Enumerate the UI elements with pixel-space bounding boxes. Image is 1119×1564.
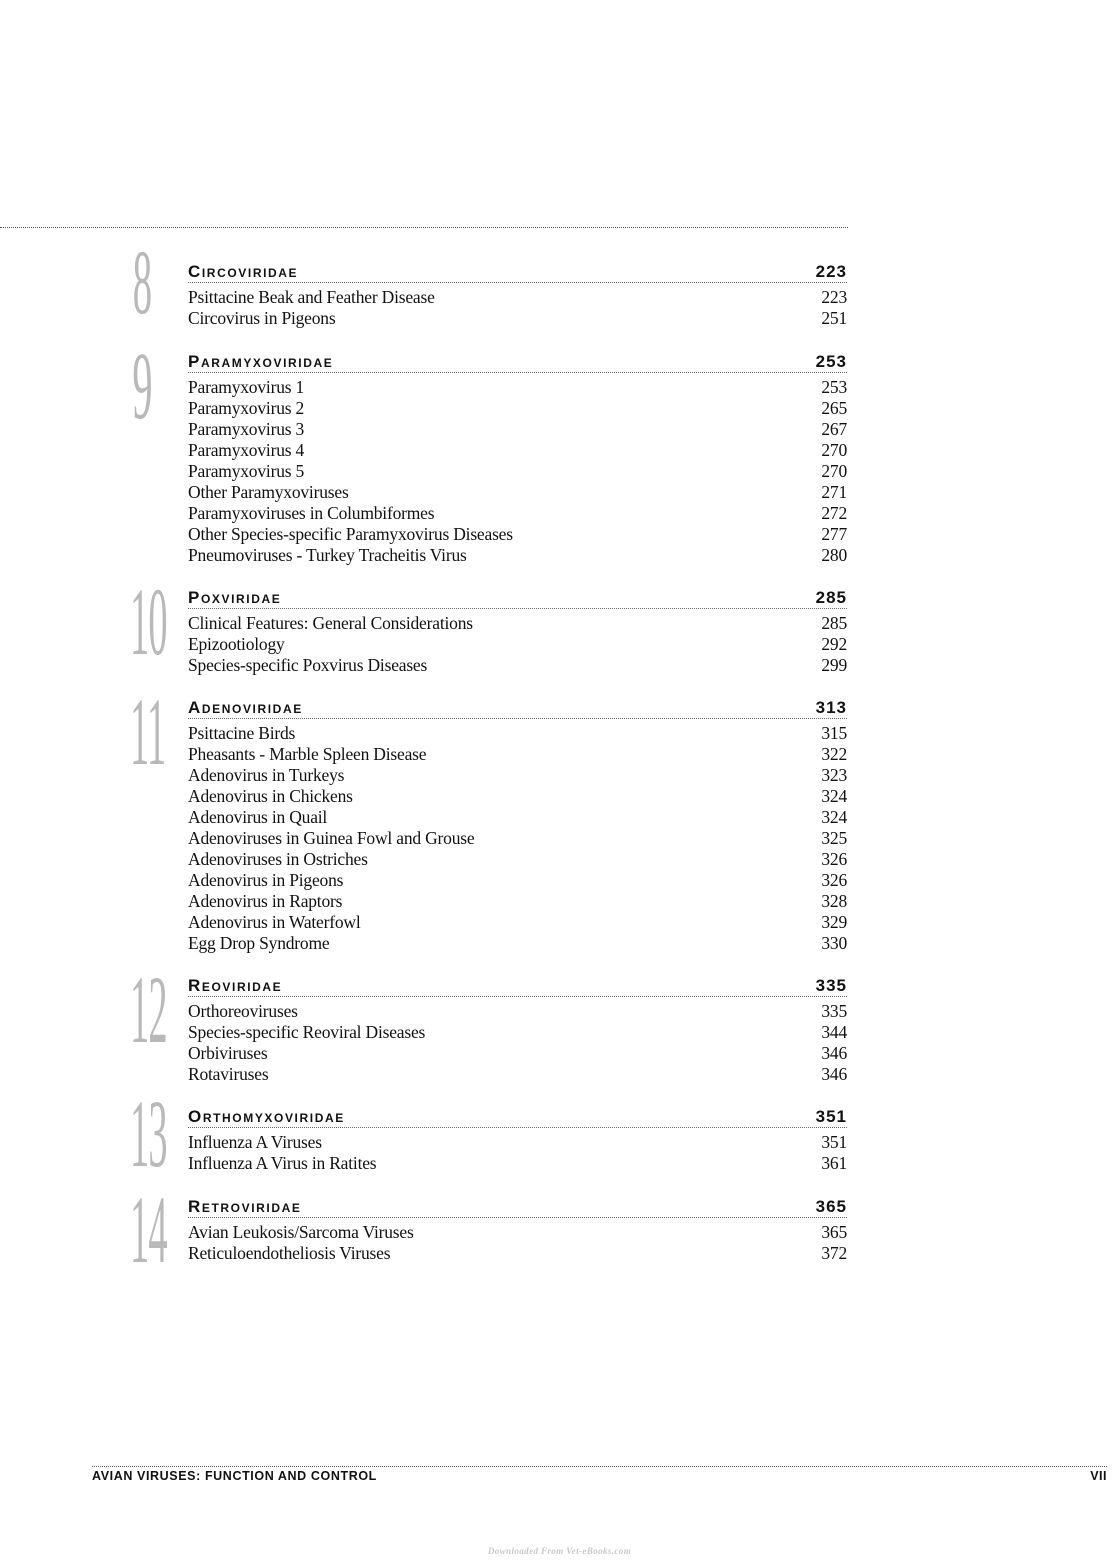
- toc-entry[interactable]: [188, 482, 847, 503]
- entry-page-number: 315: [821, 723, 847, 743]
- toc-entry[interactable]: [188, 308, 847, 329]
- toc-entry[interactable]: [188, 419, 847, 440]
- entry-page-number: 270: [821, 440, 847, 460]
- entry-page-number: 292: [821, 634, 847, 654]
- toc-entry[interactable]: [188, 828, 847, 849]
- chapter-page-number: 313: [815, 698, 847, 717]
- entry-title: Adenoviruses in Guinea Fowl and Grouse: [188, 828, 475, 848]
- entry-title: Clinical Features: General Considerations: [188, 613, 473, 633]
- entry-title: Paramyxovirus 5: [188, 461, 305, 481]
- entry-page-number: 253: [821, 377, 847, 397]
- toc-entry[interactable]: [188, 1132, 847, 1153]
- chapter-entries: [188, 377, 847, 566]
- chapter-title: Adenoviridae: [188, 698, 303, 717]
- chapter-heading[interactable]: [188, 1107, 847, 1128]
- entry-page-number: 326: [821, 870, 847, 890]
- entry-page-number: 270: [821, 461, 847, 481]
- entry-page-number: 325: [821, 828, 847, 848]
- toc-entry[interactable]: [188, 849, 847, 870]
- entry-title: Other Species-specific Paramyxovirus Diseases: [188, 524, 513, 544]
- toc-entry[interactable]: [188, 807, 847, 828]
- toc-entry[interactable]: [188, 613, 847, 634]
- chapter-entries: [188, 613, 847, 676]
- chapter-page-number: 285: [815, 588, 847, 607]
- toc-entry[interactable]: [188, 1001, 847, 1022]
- toc-entry[interactable]: [188, 1043, 847, 1064]
- chapter-heading[interactable]: [188, 1197, 847, 1218]
- chapter-entries: [188, 1222, 847, 1264]
- toc-entry[interactable]: [188, 912, 847, 933]
- toc-entry[interactable]: [188, 786, 847, 807]
- entry-title: Paramyxoviruses in Columbiformes: [188, 503, 435, 523]
- chapter-number: 9: [132, 332, 152, 439]
- entry-title: Adenovirus in Waterfowl: [188, 912, 361, 932]
- entry-page-number: 277: [821, 524, 847, 544]
- entry-page-number: 285: [821, 613, 847, 633]
- entry-page-number: 324: [821, 807, 847, 827]
- toc-entry[interactable]: [188, 503, 847, 524]
- entry-page-number: 346: [821, 1043, 847, 1063]
- entry-page-number: 265: [821, 398, 847, 418]
- toc-entry[interactable]: [188, 461, 847, 482]
- entry-page-number: 322: [821, 744, 847, 764]
- toc-entry[interactable]: [188, 634, 847, 655]
- entry-title: Adenovirus in Turkeys: [188, 765, 345, 785]
- entry-title: Adenovirus in Quail: [188, 807, 328, 827]
- chapter-title: Circoviridae: [188, 262, 299, 281]
- entry-page-number: 323: [821, 765, 847, 785]
- chapter-heading[interactable]: [188, 698, 847, 719]
- chapter-number: 13: [130, 1080, 167, 1187]
- entry-title: Paramyxovirus 2: [188, 398, 305, 418]
- entry-page-number: 346: [821, 1064, 847, 1084]
- toc-entry[interactable]: [188, 723, 847, 744]
- chapter-page-number: 351: [815, 1107, 847, 1126]
- chapter-page-number: 335: [815, 976, 847, 995]
- entry-page-number: 326: [821, 849, 847, 869]
- entry-page-number: 251: [821, 308, 847, 328]
- entry-title: Paramyxovirus 4: [188, 440, 305, 460]
- chapter-number: 12: [130, 956, 167, 1063]
- toc-entry[interactable]: [188, 377, 847, 398]
- toc-entry[interactable]: [188, 765, 847, 786]
- entry-page-number: 372: [821, 1243, 847, 1263]
- chapter-page-number: 253: [815, 352, 847, 371]
- chapter-title: Paramyxoviridae: [188, 352, 334, 371]
- entry-page-number: 299: [821, 655, 847, 675]
- entry-page-number: 328: [821, 891, 847, 911]
- chapter-title: Retroviridae: [188, 1197, 302, 1216]
- chapter-heading[interactable]: [188, 352, 847, 373]
- entry-title: Influenza A Viruses: [188, 1132, 322, 1152]
- entry-title: Adenovirus in Chickens: [188, 786, 353, 806]
- toc-entry[interactable]: [188, 1022, 847, 1043]
- entry-page-number: 330: [821, 933, 847, 953]
- chapter-page-number: 365: [815, 1197, 847, 1216]
- entry-title: Orbiviruses: [188, 1043, 268, 1063]
- entry-title: Pheasants - Marble Spleen Disease: [188, 744, 427, 764]
- toc-entry[interactable]: [188, 287, 847, 308]
- chapter-entries: [188, 1132, 847, 1174]
- chapter-number: 10: [130, 568, 167, 675]
- chapter-number: 14: [130, 1176, 167, 1283]
- entry-page-number: 280: [821, 545, 847, 565]
- entry-title: Epizootiology: [188, 634, 285, 654]
- toc-entry[interactable]: [188, 1153, 847, 1174]
- toc-entry[interactable]: [188, 655, 847, 676]
- watermark: Downloaded From Vet-eBooks.com: [487, 1546, 632, 1556]
- entry-title: Rotaviruses: [188, 1064, 269, 1084]
- chapter-number: 11: [130, 678, 166, 785]
- chapter-entries: [188, 287, 847, 329]
- footer-divider: [92, 1466, 1107, 1467]
- chapter-number: 8: [132, 231, 152, 333]
- toc-entry[interactable]: [188, 1064, 847, 1085]
- entry-title: Adenovirus in Raptors: [188, 891, 343, 911]
- chapter-heading[interactable]: [188, 262, 847, 283]
- toc-entry[interactable]: [188, 933, 847, 954]
- entry-page-number: 335: [821, 1001, 847, 1021]
- toc-entry[interactable]: [188, 1243, 847, 1264]
- entry-title: Psittacine Beak and Feather Disease: [188, 287, 435, 307]
- entry-page-number: 361: [821, 1153, 847, 1173]
- entry-title: Circovirus in Pigeons: [188, 308, 336, 328]
- entry-title: Avian Leukosis/Sarcoma Viruses: [188, 1222, 414, 1242]
- entry-page-number: 365: [821, 1222, 847, 1242]
- chapter-heading[interactable]: [188, 976, 847, 997]
- chapter-title: Reoviridae: [188, 976, 283, 995]
- entry-title: Other Paramyxoviruses: [188, 482, 349, 502]
- entry-title: Reticuloendotheliosis Viruses: [188, 1243, 391, 1263]
- entry-page-number: 344: [821, 1022, 847, 1042]
- entry-title: Pneumoviruses - Turkey Tracheitis Virus: [188, 545, 467, 565]
- top-divider: [0, 227, 848, 228]
- chapter-heading[interactable]: [188, 588, 847, 609]
- entry-title: Psittacine Birds: [188, 723, 296, 743]
- entry-page-number: 223: [821, 287, 847, 307]
- toc-entry[interactable]: [188, 870, 847, 891]
- chapter-entries: [188, 1001, 847, 1085]
- chapter-title: Poxviridae: [188, 588, 282, 607]
- entry-title: Orthoreoviruses: [188, 1001, 298, 1021]
- footer-book-title: AVIAN VIRUSES: FUNCTION AND CONTROL: [92, 1469, 377, 1483]
- entry-page-number: 271: [821, 482, 847, 502]
- entry-page-number: 267: [821, 419, 847, 439]
- entry-page-number: 324: [821, 786, 847, 806]
- entry-title: Species-specific Poxvirus Diseases: [188, 655, 428, 675]
- chapter-title: Orthomyxoviridae: [188, 1107, 345, 1126]
- chapter-page-number: 223: [815, 262, 847, 281]
- entry-title: Paramyxovirus 1: [188, 377, 305, 397]
- entry-title: Influenza A Virus in Ratites: [188, 1153, 377, 1173]
- toc-entry[interactable]: [188, 891, 847, 912]
- entry-title: Egg Drop Syndrome: [188, 933, 330, 953]
- chapter-entries: [188, 723, 847, 954]
- entry-title: Species-specific Reoviral Diseases: [188, 1022, 426, 1042]
- entry-title: Adenovirus in Pigeons: [188, 870, 344, 890]
- toc-entry[interactable]: [188, 398, 847, 419]
- entry-title: Paramyxovirus 3: [188, 419, 305, 439]
- toc-entry[interactable]: [188, 545, 847, 566]
- toc-entry[interactable]: [188, 1222, 847, 1243]
- toc-entry[interactable]: [188, 524, 847, 545]
- entry-page-number: 272: [821, 503, 847, 523]
- entry-page-number: 351: [821, 1132, 847, 1152]
- footer-page-number: VII: [1090, 1469, 1107, 1483]
- entry-title: Adenoviruses in Ostriches: [188, 849, 368, 869]
- toc-entry[interactable]: [188, 440, 847, 461]
- toc-entry[interactable]: [188, 744, 847, 765]
- entry-page-number: 329: [821, 912, 847, 932]
